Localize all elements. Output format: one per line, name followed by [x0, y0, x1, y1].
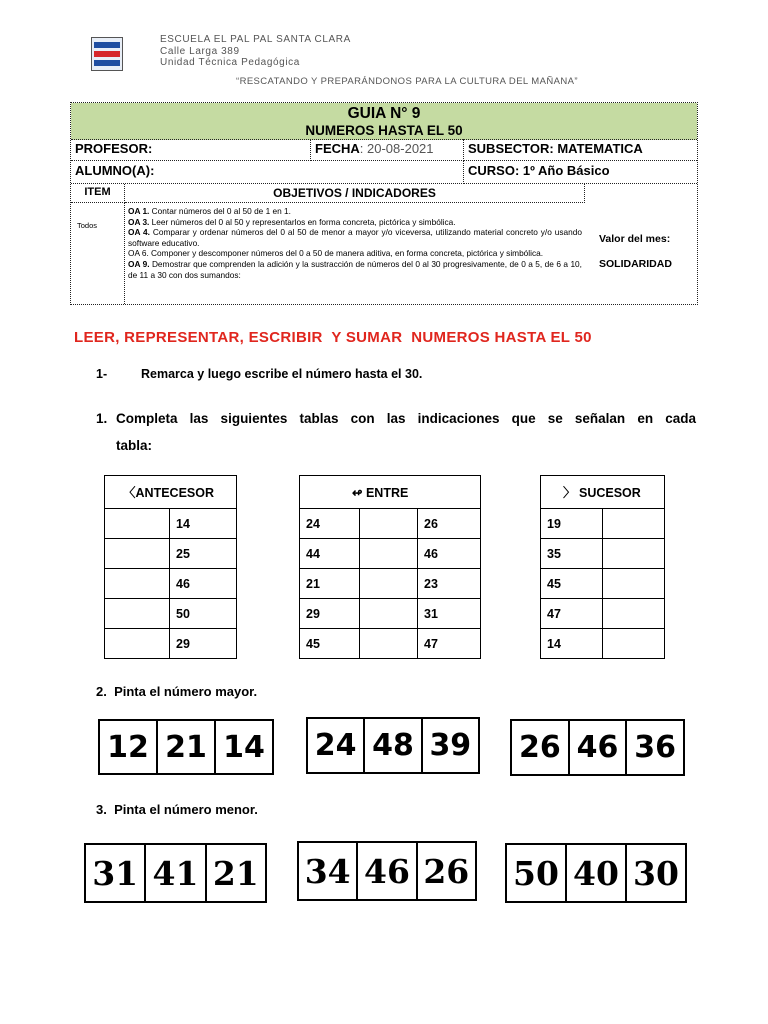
guide-subtitle: NUMEROS HASTA EL 50: [305, 123, 463, 138]
curso-cell: [464, 161, 697, 184]
school-unit: Unidad Técnica Pedagógica: [160, 57, 300, 68]
oa4-text: Comparar y ordenar números del 0 al 50 de menor a mayor y/o viceversa, utilizando material concreto y/o usando software educativo.: [128, 227, 582, 248]
left-arrow-icon: 〈: [123, 486, 136, 500]
school-info: [160, 34, 351, 69]
valor-label: Valor del mes:: [599, 233, 671, 245]
logo-band-red: [94, 51, 120, 57]
antecesor-value: 46: [170, 569, 237, 599]
instruction-1-text: Completa las siguientes tablas con las indicaciones que se señalan en cada: [116, 411, 696, 426]
antecesor-table: [104, 475, 237, 659]
fecha-label: FECHA: [315, 141, 360, 156]
mayor-strip-3: [510, 719, 685, 776]
number-box[interactable]: 30: [633, 853, 679, 893]
number-box[interactable]: 26: [423, 851, 470, 891]
oa9-code: OA 9.: [128, 258, 150, 269]
table-row: [105, 629, 237, 659]
sucesor-value: 45: [541, 569, 603, 599]
profesor-label: PROFESOR:: [75, 141, 153, 156]
table-row: [105, 569, 237, 599]
objective-oa1: [128, 206, 582, 217]
between-arrows-icon: ↫: [352, 485, 366, 500]
blank-cell[interactable]: [603, 539, 665, 569]
fecha-value: : 20-08-2021: [359, 141, 434, 156]
item-cell: [71, 203, 125, 304]
entre-right-value: 46: [418, 539, 481, 569]
sucesor-table: [540, 475, 665, 659]
oa9-text: Demostrar que comprenden la adición y la sustracción de números del 0 al 30 progresivamente, de 0 a 5, de 6 a 10, de 11 a 30 con dos sumandos:: [128, 258, 582, 280]
valor-block: [599, 227, 672, 277]
number-box[interactable]: 21: [158, 721, 216, 773]
oa6-text: OA 6. Componer y descomponer números del 0 a 50 de manera aditiva, en forma concreta, pictórica y simbólica.: [128, 248, 544, 259]
valor-value: SOLIDARIDAD: [599, 258, 672, 270]
table-row: [541, 569, 665, 599]
table-row: [541, 629, 665, 659]
menor-strip-3: [505, 843, 687, 903]
oa1-text: Contar números del 0 al 50 de 1 en 1.: [149, 206, 291, 216]
blank-cell[interactable]: [603, 509, 665, 539]
table-row: [105, 509, 237, 539]
guide-table: [70, 102, 698, 305]
antecesor-value: 25: [170, 539, 237, 569]
objective-oa9: [128, 259, 582, 280]
sucesor-value: 19: [541, 509, 603, 539]
sucesor-header-row: [541, 476, 665, 509]
antecesor-header: [105, 476, 237, 509]
blank-cell[interactable]: [105, 539, 170, 569]
table-row: [300, 539, 481, 569]
alumno-cell: [71, 161, 464, 184]
oa4-code: OA 4.: [128, 227, 150, 238]
blank-cell[interactable]: [603, 569, 665, 599]
antecesor-value: 14: [170, 509, 237, 539]
entre-left-value: 21: [300, 569, 360, 599]
sucesor-value: 47: [541, 599, 603, 629]
instruction-0-number: 1-: [96, 367, 108, 381]
oa3-text: Leer números del 0 al 50 y representarlos en forma concreta, pictórica y simbólica.: [149, 216, 456, 227]
entre-left-value: 44: [300, 539, 360, 569]
mayor-strip-2: [306, 717, 480, 774]
table-row: [541, 509, 665, 539]
entre-left-value: 29: [300, 599, 360, 629]
subsector-label: SUBSECTOR: MATEMATICA: [468, 141, 643, 156]
number-box[interactable]: 12: [100, 721, 158, 773]
entre-left-value: 45: [300, 629, 360, 659]
guide-title: GUIA N° 9: [347, 105, 421, 122]
antecesor-header-label: ANTECESOR: [135, 486, 214, 500]
mayor-strip-1: [98, 719, 274, 775]
sucesor-header: [541, 476, 665, 509]
instruction-2: 2. Pinta el número mayor.: [96, 684, 258, 699]
number-box[interactable]: 46: [358, 843, 417, 899]
blank-cell[interactable]: [360, 569, 418, 599]
guide-titlebar: [71, 103, 697, 140]
alumno-label: ALUMNO(A):: [75, 163, 155, 178]
number-box[interactable]: 39: [429, 728, 472, 763]
menor-strip-2: [297, 841, 477, 901]
objectives-header: [125, 184, 585, 203]
oa3-code: OA 3.: [128, 216, 150, 227]
entre-header-label: ENTRE: [365, 485, 409, 500]
antecesor-header-row: [105, 476, 237, 509]
school-name: ESCUELA EL PAL PAL SANTA CLARA: [160, 34, 351, 45]
oa1-code: OA 1.: [128, 206, 150, 216]
number-box[interactable]: 36: [634, 730, 677, 765]
blank-cell[interactable]: [105, 599, 170, 629]
table-row: [300, 599, 481, 629]
number-box[interactable]: 46: [570, 721, 628, 774]
fecha-cell: [311, 139, 464, 161]
blank-cell[interactable]: [603, 599, 665, 629]
entre-right-value: 26: [418, 509, 481, 539]
blank-cell[interactable]: [105, 569, 170, 599]
table-row: [541, 539, 665, 569]
school-address: Calle Larga 389: [160, 45, 240, 57]
entre-header-row: [300, 476, 481, 509]
number-box[interactable]: 24: [308, 719, 365, 772]
item-header-label: ITEM: [84, 186, 111, 198]
logo-band-blue: [94, 42, 120, 48]
number-box[interactable]: 50: [507, 845, 567, 901]
instruction-3: 3. Pinta el número menor.: [96, 802, 258, 817]
number-box[interactable]: 34: [299, 843, 358, 899]
antecesor-value: 29: [170, 629, 237, 659]
entre-right-value: 31: [418, 599, 481, 629]
number-box[interactable]: 14: [223, 729, 265, 765]
number-box[interactable]: 31: [86, 845, 146, 901]
entre-table: [299, 475, 481, 659]
sucesor-value: 14: [541, 629, 603, 659]
blank-cell[interactable]: [360, 629, 418, 659]
blank-cell[interactable]: [105, 509, 170, 539]
sucesor-value: 35: [541, 539, 603, 569]
objective-oa3: [128, 217, 582, 228]
number-box[interactable]: 40: [567, 845, 627, 901]
instruction-0-text: Remarca y luego escribe el número hasta el 30.: [141, 367, 423, 381]
profesor-cell: [71, 139, 311, 161]
number-box[interactable]: 41: [146, 845, 206, 901]
blank-cell[interactable]: [603, 629, 665, 659]
table-row: [541, 599, 665, 629]
instruction-1-text-cont: tabla:: [116, 438, 153, 453]
number-box[interactable]: 48: [365, 719, 422, 772]
objective-oa6: [128, 248, 582, 259]
right-arrow-icon: 〉: [563, 486, 579, 500]
school-logo: [91, 37, 123, 71]
subsector-cell: [464, 139, 697, 161]
objectives-list: [125, 203, 585, 283]
school-motto: “RESCATANDO Y PREPARÁNDONOS PARA LA CULTURA DEL MAÑANA”: [236, 76, 578, 87]
number-box[interactable]: 21: [212, 853, 259, 893]
item-todos: Todos: [77, 221, 98, 230]
blank-cell[interactable]: [360, 599, 418, 629]
menor-strip-1: [84, 843, 267, 903]
entre-right-value: 23: [418, 569, 481, 599]
blank-cell[interactable]: [360, 509, 418, 539]
curso-label: CURSO: 1º Año Básico: [468, 163, 610, 178]
number-box[interactable]: 26: [512, 721, 570, 774]
table-row: [300, 509, 481, 539]
table-row: [300, 629, 481, 659]
sucesor-header-label: SUCESOR: [578, 486, 641, 500]
objective-oa4: [128, 227, 582, 248]
entre-header: [300, 476, 481, 509]
entre-left-value: 24: [300, 509, 360, 539]
objectives-header-label: OBJETIVOS / INDICADORES: [273, 186, 436, 200]
table-row: [105, 599, 237, 629]
blank-cell[interactable]: [360, 539, 418, 569]
logo-band-blue-bottom: [94, 60, 120, 66]
section-heading: LEER, REPRESENTAR, ESCRIBIR Y SUMAR NUMEROS HASTA EL 50: [74, 329, 592, 346]
entre-right-value: 47: [418, 629, 481, 659]
antecesor-value: 50: [170, 599, 237, 629]
item-header: [71, 184, 125, 203]
blank-cell[interactable]: [105, 629, 170, 659]
table-row: [105, 539, 237, 569]
instruction-1-number: 1.: [96, 411, 108, 426]
table-row: [300, 569, 481, 599]
